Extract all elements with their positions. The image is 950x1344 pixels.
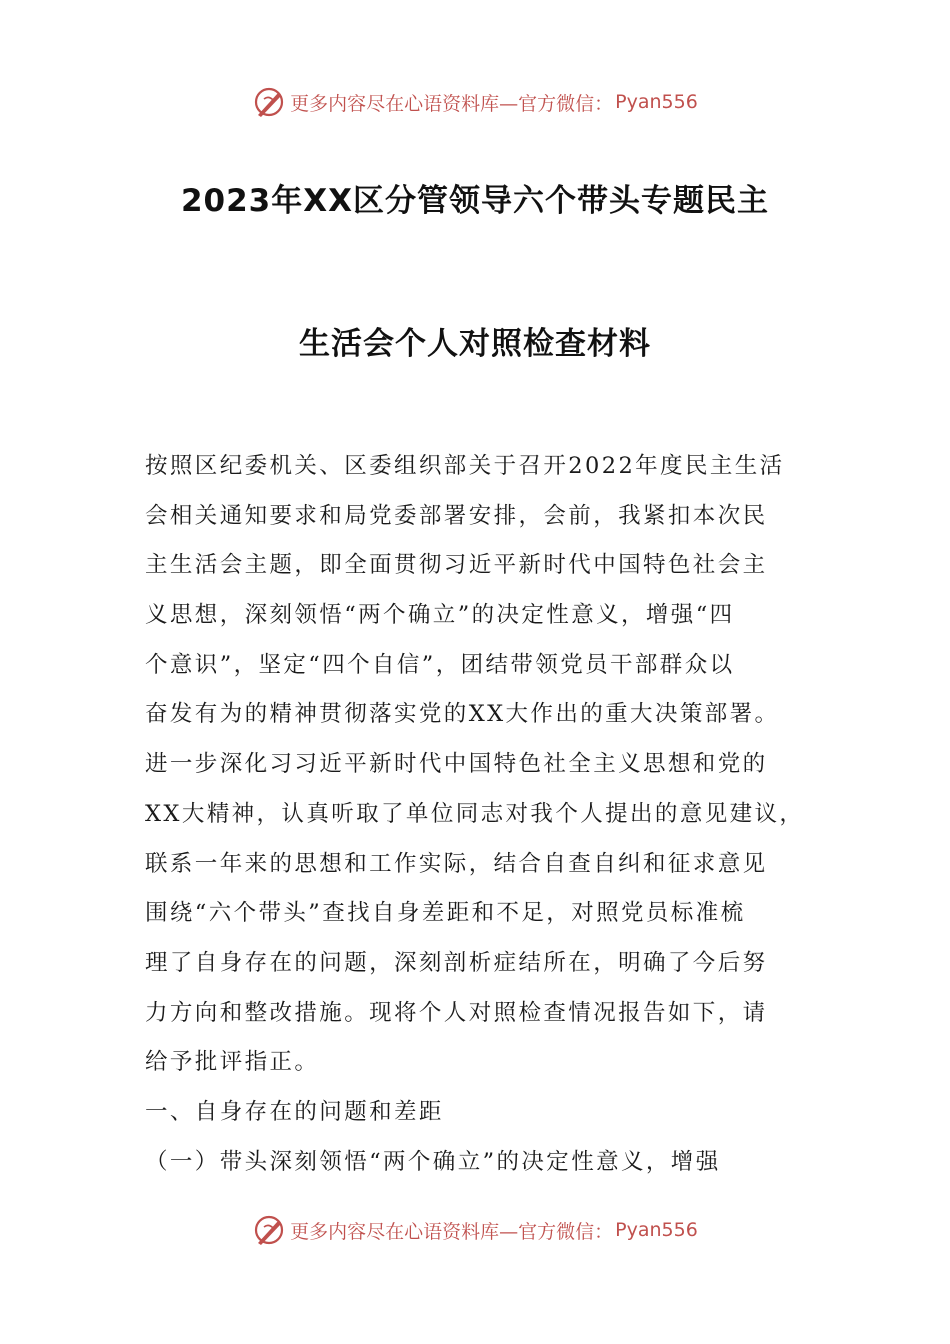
pen-logo-icon [252, 1213, 286, 1247]
pen-logo-icon [252, 85, 286, 119]
body-line: 给予批评指正。 [145, 1049, 320, 1076]
body-line: 义思想，深刻领悟“两个确立”的决定性意义，增强“四 [145, 602, 735, 629]
body-line: 奋发有为的精神贯彻落实党的XX大作出的重大决策部署。 [145, 701, 780, 728]
document-title-line-1: 2023年XX区分管领导六个带头专题民主 [180, 183, 770, 219]
body-line: 力方向和整改措施。现将个人对照检查情况报告如下，请 [145, 999, 768, 1026]
header-watermark-banner [0, 82, 950, 122]
body-line: XX大精神，认真听取了单位同志对我个人提出的意见建议， [145, 800, 805, 827]
body-line: 会相关通知要求和局党委部署安排，会前，我紧扣本次民 [145, 502, 768, 529]
banner-wechat-id: Pyan556 [615, 1219, 698, 1241]
body-line: 按照区纪委机关、区委组织部关于召开2022年度民主生活 [145, 453, 785, 479]
document-body [145, 442, 810, 1187]
document-title-line-2: 生活会个人对照检查材料 [299, 326, 651, 362]
banner-wechat-id: Pyan556 [615, 91, 698, 113]
footer-watermark-banner [0, 1210, 950, 1250]
section-heading: 一、自身存在的问题和差距 [145, 1098, 444, 1125]
banner-text: 更多内容尽在心语资料库—官方微信： [290, 92, 614, 115]
body-line: 主生活会主题，即全面贯彻习近平新时代中国特色社会主 [145, 552, 768, 579]
body-line: 个意识”，坚定“四个自信”，团结带领党员干部群众以 [145, 651, 735, 678]
body-line: 进一步深化习习近平新时代中国特色社全主义思想和党的 [145, 751, 768, 778]
body-line: 联系一年来的思想和工作实际，结合自查自纠和征求意见 [145, 850, 768, 877]
banner-text: 更多内容尽在心语资料库—官方微信： [290, 1220, 614, 1243]
body-line: 围绕“六个带头”查找自身差距和不足，对照党员标准梳 [145, 900, 746, 927]
body-line: 理了自身存在的问题，深刻剖析症结所在，明确了今后努 [145, 949, 768, 976]
subsection-heading: （一）带头深刻领悟“两个确立”的决定性意义，增强 [145, 1148, 721, 1175]
